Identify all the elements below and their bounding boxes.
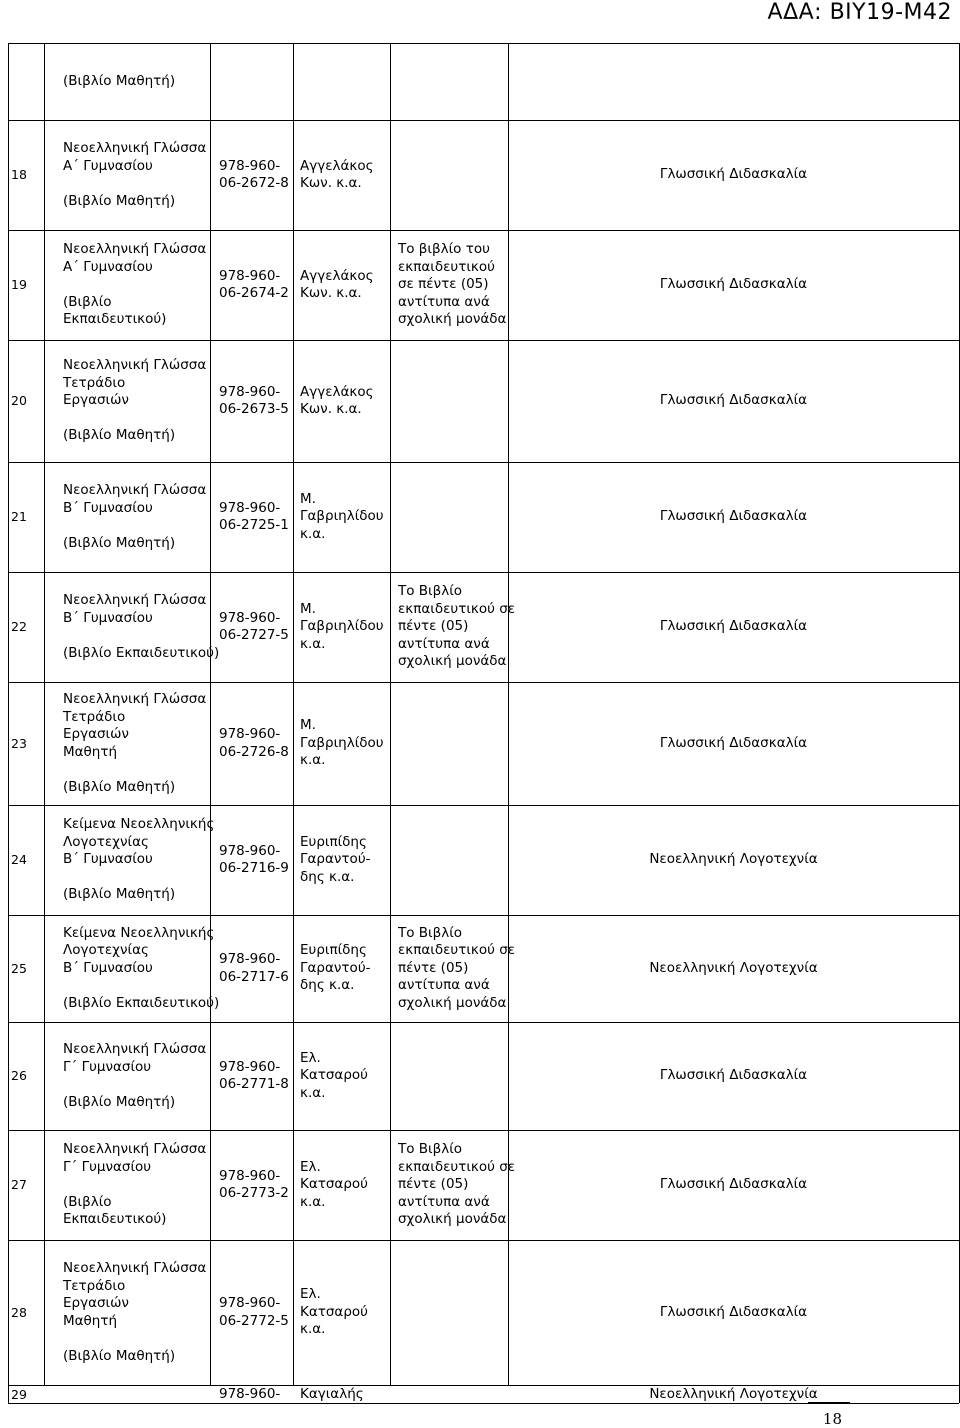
cell-text-line: Γαραντού- bbox=[300, 851, 371, 868]
row-number: 25 bbox=[11, 960, 27, 976]
cell-text-line: Μ. bbox=[300, 490, 316, 507]
cell-text-line: Αγγελάκος bbox=[300, 157, 374, 174]
cell-text-line: 06-2773-2 bbox=[219, 1185, 289, 1201]
cell-text-line: (Βιβλίο bbox=[63, 1193, 112, 1210]
table-column-border bbox=[210, 43, 211, 1385]
cell-text-line: Γ΄ Γυμνασίου bbox=[63, 1058, 152, 1075]
row-number: 22 bbox=[11, 619, 27, 634]
cell-text-line: 978-960- bbox=[219, 951, 281, 967]
subject-cell: Γλωσσική Διδασκαλία bbox=[659, 508, 808, 524]
cell-text-line: 06-2716-9 bbox=[219, 860, 289, 876]
subject-cell: Νεοελληνική Λογοτεχνία bbox=[649, 959, 818, 976]
page-number-rule bbox=[808, 1402, 850, 1403]
cell-text-line: εκπαιδευτικού bbox=[398, 258, 495, 275]
ada-code: ΑΔΑ: ΒΙΥ19-Μ42 bbox=[767, 0, 952, 25]
cell-text-line: Γαβριηλίδου bbox=[300, 734, 384, 751]
partial-row-col3: 978-960- bbox=[219, 1386, 281, 1402]
row-number: 20 bbox=[11, 393, 27, 408]
cell-text-line: Εργασιών bbox=[63, 392, 129, 409]
table-column-border bbox=[293, 43, 294, 1385]
cell-text-line: σχολική μονάδα bbox=[398, 653, 507, 670]
cell-text-line: Νεοελληνική Γλώσσα bbox=[63, 140, 207, 156]
cell-text-line: δης κ.α. bbox=[300, 977, 355, 994]
cell-text-line: Το Βιβλίο bbox=[398, 1141, 463, 1158]
cell-text-line: Γ΄ Γυμνασίου bbox=[63, 1158, 152, 1175]
subject-cell: Γλωσσική Διδασκαλία bbox=[659, 1176, 808, 1192]
cell-text-line: 06-2673-5 bbox=[219, 401, 289, 417]
cell-text-line: κ.α. bbox=[300, 752, 326, 769]
row-number: 26 bbox=[11, 1068, 27, 1083]
subject-cell: Γλωσσική Διδασκαλία bbox=[659, 1067, 808, 1083]
cell-text-line: Νεοελληνική Γλώσσα bbox=[63, 1260, 207, 1276]
row-number: 23 bbox=[11, 735, 27, 751]
cell-text-line: 06-2772-5 bbox=[219, 1312, 289, 1329]
table-row-border bbox=[8, 462, 959, 463]
cell-text-line: 06-2726-8 bbox=[219, 743, 289, 760]
cell-text-line: Μαθητή bbox=[63, 743, 118, 760]
cell-text-line: Μ. bbox=[300, 600, 316, 617]
cell-text-line: (Βιβλίο Μαθητή) bbox=[63, 778, 176, 795]
cell-text-line: (Βιβλίο bbox=[63, 293, 112, 310]
cell-text-line: 06-2717-6 bbox=[219, 968, 289, 985]
subject-cell: Γλωσσική Διδασκαλία bbox=[659, 276, 808, 292]
cell-text-line: αντίτυπα ανά bbox=[398, 635, 490, 652]
cell-text-line: Εκπαιδευτικού) bbox=[63, 1211, 167, 1228]
table-column-border bbox=[8, 43, 9, 1403]
subject-cell: Γλωσσική Διδασκαλία bbox=[659, 618, 808, 634]
cell-text-line: 978-960- bbox=[219, 499, 281, 516]
cell-text-line: Το Βιβλίο bbox=[398, 924, 463, 941]
cell-text-line: 978-960- bbox=[219, 842, 281, 859]
row-number: 27 bbox=[11, 1177, 27, 1192]
cell-text-line: Νεοελληνική Γλώσσα bbox=[63, 691, 207, 707]
cell-text-line: Νεοελληνική Γλώσσα bbox=[63, 241, 207, 258]
cell-text-line: Ελ. bbox=[300, 1049, 321, 1066]
cell-text-line: Λογοτεχνίας bbox=[63, 833, 149, 850]
cell-text-line: Εργασιών bbox=[63, 726, 129, 742]
cell-text-line: πέντε (05) bbox=[398, 618, 469, 635]
subject-cell: Νεοελληνική Λογοτεχνία bbox=[649, 851, 818, 867]
cell-text-line: (Βιβλίο Μαθητή) bbox=[63, 427, 176, 444]
table-row-border bbox=[8, 805, 959, 806]
cell-text-line: 06-2771-8 bbox=[219, 1076, 289, 1092]
table-row-border bbox=[8, 340, 959, 341]
cell-text-line: Κατσαρού bbox=[300, 1176, 368, 1193]
cell-text-line: Τετράδιο bbox=[63, 1277, 126, 1294]
cell-text-line: κ.α. bbox=[300, 525, 326, 542]
cell-text-line: εκπαιδευτικού σε bbox=[398, 1158, 516, 1175]
cell-text-line: Β΄ Γυμνασίου bbox=[63, 851, 153, 868]
table-column-border bbox=[44, 43, 45, 1385]
cell-text-line: πέντε (05) bbox=[398, 1176, 469, 1193]
cell-text-line: κ.α. bbox=[300, 1084, 326, 1101]
cell-text-line: Αγγελάκος bbox=[300, 383, 374, 400]
cell-text-line: (Βιβλίο Εκπαιδευτικού) bbox=[63, 644, 220, 661]
cell-text-line: κ.α. bbox=[300, 1321, 326, 1338]
cell-text-line: (Βιβλίο Μαθητή) bbox=[63, 1093, 176, 1110]
cell-text-line: κ.α. bbox=[300, 1193, 326, 1210]
cell-text-line: Νεοελληνική Γλώσσα bbox=[63, 592, 207, 608]
cell-text-line: 06-2672-8 bbox=[219, 175, 289, 191]
cell-text-line: Τετράδιο bbox=[63, 374, 126, 391]
cell-text-line: Εκπαιδευτικού) bbox=[63, 311, 167, 328]
page-number: 18 bbox=[822, 1410, 842, 1428]
row-number: 18 bbox=[11, 167, 27, 182]
table-row-border bbox=[8, 572, 959, 573]
cell-text-line: Ελ. bbox=[300, 1158, 321, 1175]
cell-text-line: σχολική μονάδα bbox=[398, 1211, 507, 1228]
cell-text-line: Β΄ Γυμνασίου bbox=[63, 959, 153, 976]
cell-text-line: Ελ. bbox=[300, 1286, 321, 1303]
cell-text-line: Κων. κ.α. bbox=[300, 175, 362, 191]
cell-text-line: Νεοελληνική Γλώσσα bbox=[63, 1141, 207, 1158]
cell-text-line: Κείμενα Νεοελληνικής bbox=[63, 924, 215, 941]
cell-text-line: (Βιβλίο Μαθητή) bbox=[63, 72, 176, 89]
cell-text-line: 978-960- bbox=[219, 1167, 281, 1184]
partial-row-col4: Καγιαλής bbox=[300, 1386, 364, 1402]
cell-text-line: Β΄ Γυμνασίου bbox=[63, 499, 153, 516]
cell-text-line: Τετράδιο bbox=[63, 708, 126, 725]
cell-text-line: 978-960- bbox=[219, 1295, 281, 1311]
cell-text-line: 978-960- bbox=[219, 267, 281, 284]
cell-text-line: Κατσαρού bbox=[300, 1067, 368, 1084]
partial-row-subject: Νεοελληνική Λογοτεχνία bbox=[649, 1386, 818, 1402]
cell-text-line: Κείμενα Νεοελληνικής bbox=[63, 816, 215, 833]
row-number: 28 bbox=[11, 1304, 27, 1320]
cell-text-line: αντίτυπα ανά bbox=[398, 977, 490, 994]
cell-text-line: Γαραντού- bbox=[300, 959, 371, 976]
cell-text-line: σε πέντε (05) bbox=[398, 276, 489, 293]
cell-text-line: Γαβριηλίδου bbox=[300, 618, 384, 635]
row-number: 24 bbox=[11, 852, 27, 867]
cell-text-line: (Βιβλίο Μαθητή) bbox=[63, 886, 176, 903]
table-row-border bbox=[8, 1240, 959, 1241]
cell-text-line: Το Βιβλίο bbox=[398, 583, 463, 600]
cell-text-line: Α΄ Γυμνασίου bbox=[63, 157, 153, 174]
cell-text-line: (Βιβλίο Μαθητή) bbox=[63, 1347, 176, 1364]
cell-text-line: σχολική μονάδα bbox=[398, 994, 507, 1011]
cell-text-line: εκπαιδευτικού σε bbox=[398, 600, 516, 617]
partial-row-num: 29 bbox=[11, 1387, 27, 1402]
cell-text-line: 978-960- bbox=[219, 1058, 281, 1075]
cell-text-line: 978-960- bbox=[219, 157, 281, 174]
cell-text-line: Α΄ Γυμνασίου bbox=[63, 258, 153, 275]
table-row-border bbox=[8, 1022, 959, 1023]
cell-text-line: Μαθητή bbox=[63, 1312, 118, 1329]
cell-text-line: αντίτυπα ανά bbox=[398, 1193, 490, 1210]
table-row-border bbox=[8, 915, 959, 916]
cell-text-line: Το βιβλίο του bbox=[398, 241, 490, 258]
table-row-border bbox=[8, 230, 959, 231]
table-row-border bbox=[8, 1130, 959, 1131]
row-number: 19 bbox=[11, 277, 27, 292]
cell-text-line: Ευριπίδης bbox=[300, 942, 367, 959]
table-row-border bbox=[8, 120, 959, 121]
cell-text-line: (Βιβλίο Εκπαιδευτικού) bbox=[63, 994, 220, 1011]
row-number: 21 bbox=[11, 509, 27, 524]
cell-text-line: (Βιβλίο Μαθητή) bbox=[63, 534, 176, 551]
subject-cell: Γλωσσική Διδασκαλία bbox=[659, 1303, 808, 1320]
table-row-border bbox=[8, 682, 959, 683]
cell-text-line: Νεοελληνική Γλώσσα bbox=[63, 357, 207, 374]
table-row-border bbox=[8, 43, 959, 44]
cell-text-line: Λογοτεχνίας bbox=[63, 942, 149, 959]
subject-cell: Γλωσσική Διδασκαλία bbox=[659, 392, 808, 408]
cell-text-line: 06-2727-5 bbox=[219, 627, 289, 643]
cell-text-line: Ευριπίδης bbox=[300, 833, 367, 850]
cell-text-line: εκπαιδευτικού σε bbox=[398, 942, 516, 959]
cell-text-line: Κων. κ.α. bbox=[300, 401, 362, 417]
cell-text-line: 978-960- bbox=[219, 609, 281, 626]
cell-text-line: Κατσαρού bbox=[300, 1303, 368, 1320]
cell-text-line: δης κ.α. bbox=[300, 868, 355, 885]
cell-text-line: 06-2674-2 bbox=[219, 285, 289, 301]
subject-cell: Γλωσσική Διδασκαλία bbox=[659, 166, 808, 182]
cell-text-line: Εργασιών bbox=[63, 1295, 129, 1311]
cell-text-line: Μ. bbox=[300, 717, 316, 734]
table-column-border bbox=[390, 43, 391, 1385]
cell-text-line: σχολική μονάδα bbox=[398, 311, 507, 328]
cell-text-line: 978-960- bbox=[219, 726, 281, 742]
cell-text-line: (Βιβλίο Μαθητή) bbox=[63, 192, 176, 209]
subject-cell: Γλωσσική Διδασκαλία bbox=[659, 734, 808, 751]
cell-text-line: 978-960- bbox=[219, 383, 281, 400]
cell-text-line: κ.α. bbox=[300, 635, 326, 652]
cell-text-line: πέντε (05) bbox=[398, 959, 469, 976]
cell-text-line: Νεοελληνική Γλώσσα bbox=[63, 1041, 207, 1057]
cell-text-line: Γαβριηλίδου bbox=[300, 508, 384, 525]
cell-text-line: Νεοελληνική Γλώσσα bbox=[63, 482, 207, 498]
cell-text-line: Αγγελάκος bbox=[300, 267, 374, 284]
cell-text-line: 06-2725-1 bbox=[219, 517, 289, 533]
cell-text-line: Β΄ Γυμνασίου bbox=[63, 609, 153, 626]
cell-text-line: Κων. κ.α. bbox=[300, 285, 362, 301]
cell-text-line: αντίτυπα ανά bbox=[398, 293, 490, 310]
